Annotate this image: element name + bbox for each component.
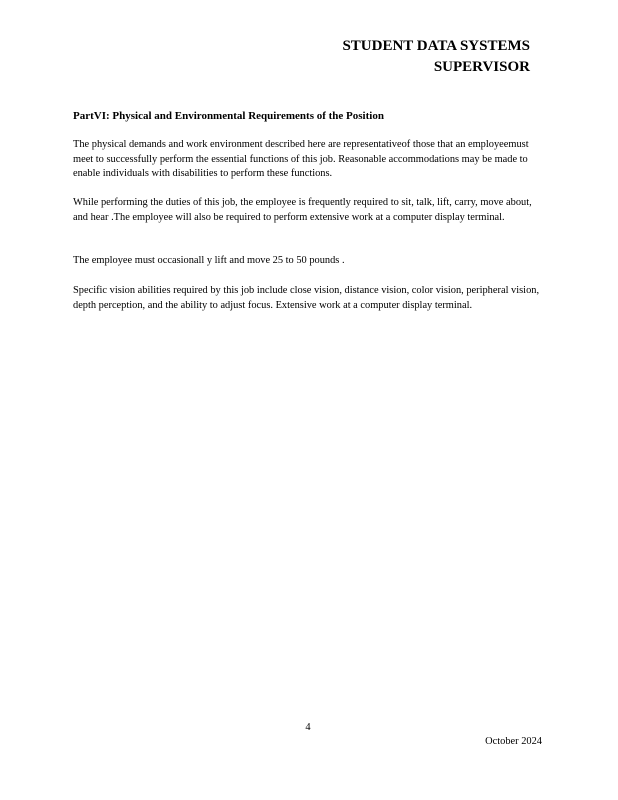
title-line-2: SUPERVISOR xyxy=(433,59,530,75)
paragraph-lifting: The employee must occasionall y lift and move 25 to 50 pounds . xyxy=(73,255,345,266)
paragraph-physical-demands: The physical demands and work environment described here are representativeof those that an employeemust meet to successfully perform the essential functions of this job. Reasonable accommodations may be made to enable individuals with disabilities to perform these functions. xyxy=(73,139,529,180)
footer-date: October 2024 xyxy=(485,736,542,747)
paragraph-duties: While performing the duties of this job, the employee is frequently required to sit, talk, lift, carry, move about, and hear .The employee will also be required to perform extensive work at a computer display terminal. xyxy=(73,197,532,223)
paragraph-vision: Specific vision abilities required by this job include close vision, distance vision, color vision, peripheral vision, depth perception, and the ability to adjust focus. Extensive work at a computer display terminal. xyxy=(73,285,540,311)
page-number: 4 xyxy=(305,722,311,733)
section-heading: PartVI: Physical and Environmental Requirements of the Position xyxy=(73,110,384,122)
title-line-1: STUDENT DATA SYSTEMS xyxy=(342,38,530,54)
document-title xyxy=(342,36,530,78)
